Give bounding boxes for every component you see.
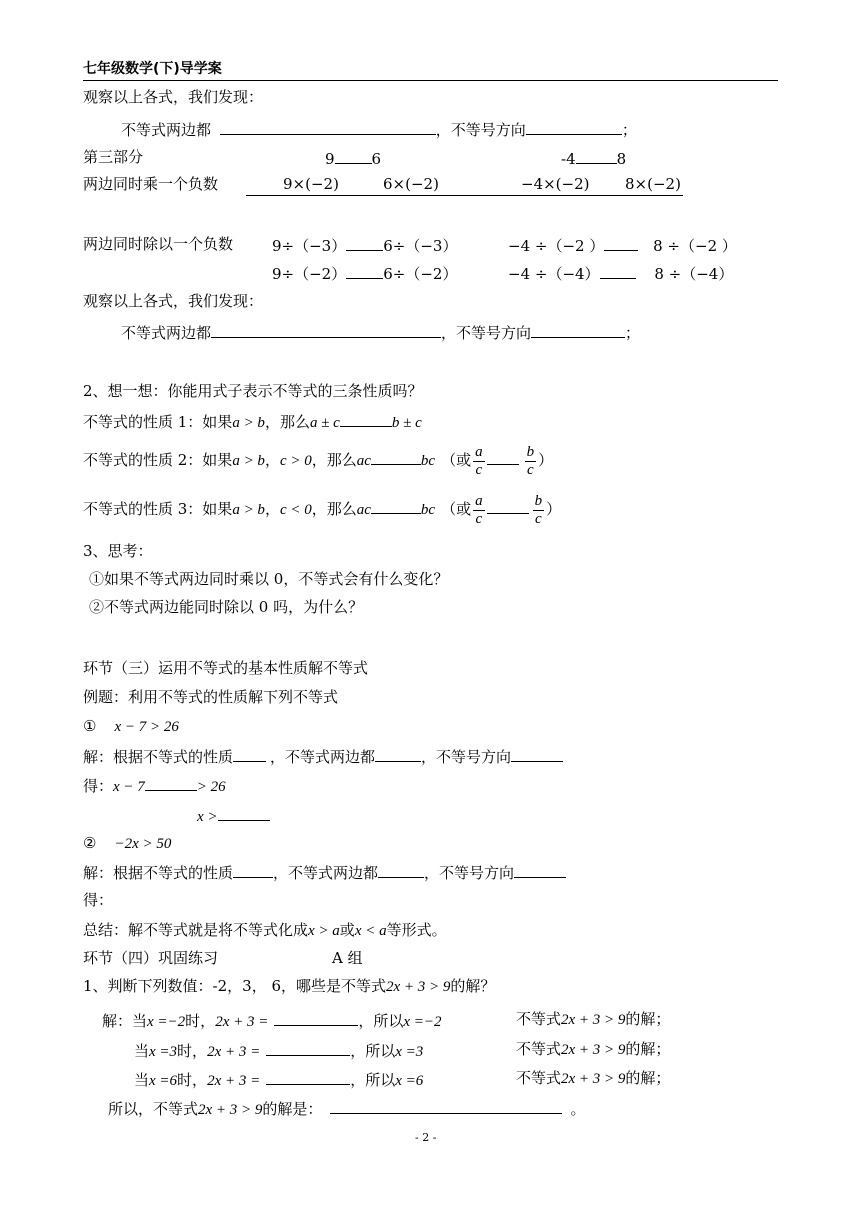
answer-blank[interactable] [371, 497, 421, 514]
exercise-1: 1、判断下列数值：-2，3， 6，哪些是不等式2x + 3 > 9的解？ [83, 977, 496, 995]
answer-blank[interactable] [233, 861, 273, 878]
answer-blank[interactable] [340, 410, 392, 427]
conclusion-line-1: 不等式两边都 ，不等号方向 ； [121, 118, 637, 140]
answer-blank[interactable] [487, 448, 519, 465]
observe-line-1: 观察以上各式，我们发现： [83, 88, 264, 106]
result-1: 得：x − 7 > 26 [83, 774, 226, 797]
answer-blank[interactable] [600, 262, 636, 279]
fraction-b-over-c: $\frac{b}{c}$ [534, 492, 543, 527]
exercise-row-2: 当x =3时，2x + 3 = ，所以x =3 [134, 1039, 423, 1062]
example-1: ① x − 7 > 26 [83, 717, 179, 735]
question-1: ①如果不等式两边同时乘以 0，不等式会有什么变化？ [89, 570, 449, 588]
divide-row-2b: −4 ÷（−4） 8 ÷（−4） [508, 262, 733, 284]
fraction-a-over-c: $\frac{a}{c}$ [475, 443, 483, 478]
answer-blank[interactable] [514, 861, 566, 878]
answer-blank[interactable] [346, 262, 383, 279]
observe-line-2: 观察以上各式，我们发现： [83, 292, 264, 310]
answer-blank[interactable] [604, 234, 638, 251]
section2-title: 2、想一想：你能用式子表示不等式的三条性质吗？ [83, 382, 423, 400]
exercise-row-3: 当x =6时，2x + 3 = ，所以x =6 [134, 1068, 423, 1091]
divide-row-1b: −4 ÷（−2 ） 8 ÷（−2 ） [508, 234, 737, 256]
property-3: 不等式的性质 3：如果a > b，c < 0，那么ac bc （或 $\frac{a}{c}$ $\frac{b}{c}$ ） [83, 492, 562, 527]
divide-negative-label: 两边同时除以一个负数 [83, 235, 234, 253]
answer-blank[interactable] [576, 147, 617, 164]
exercise-row-1-tail: 不等式2x + 3 > 9的解； [516, 1010, 671, 1028]
multiply-negative-label: 两边同时乘一个负数 [83, 175, 219, 193]
answer-blank[interactable] [378, 861, 424, 878]
exercise-conclusion: 所以，不等式2x + 3 > 9的解是： 。 [108, 1097, 585, 1120]
answer-blank[interactable] [330, 1097, 562, 1114]
answer-blank[interactable] [346, 234, 383, 251]
fraction-b-over-c: $\frac{b}{c}$ [526, 443, 535, 478]
answer-blank[interactable] [145, 774, 197, 791]
answer-blank[interactable] [233, 745, 266, 762]
answer-blank[interactable] [511, 745, 563, 762]
answer-blank[interactable] [526, 118, 622, 135]
answer-blank[interactable] [218, 804, 270, 821]
conclusion-line-2: 不等式两边都 ，不等号方向 ； [121, 321, 640, 343]
multiply-negative-row: 9×(−2) 6×(−2) −4×(−2) 8×(−2) [246, 174, 683, 196]
header-rule [83, 80, 778, 81]
example-2: ② −2x > 50 [83, 834, 172, 852]
property-1: 不等式的性质 1：如果a > b，那么a ± c b ± c [83, 410, 422, 433]
compare-neg4-8: -4 8 [561, 147, 626, 169]
result-2: 得： [83, 891, 114, 909]
answer-blank[interactable] [211, 321, 441, 338]
group-a-label: A 组 [332, 949, 363, 967]
step4-title: 环节（四）巩固练习 [83, 949, 219, 967]
answer-blank[interactable] [487, 497, 529, 514]
exercise-row-2-tail: 不等式2x + 3 > 9的解； [516, 1040, 671, 1058]
part3-label: 第三部分 [83, 148, 144, 166]
result-1-x: x > [197, 804, 270, 827]
answer-blank[interactable] [266, 1068, 350, 1085]
summary: 总结：解不等式就是将不等式化成x > a或x < a等形式。 [83, 921, 447, 939]
fraction-a-over-c: $\frac{a}{c}$ [475, 492, 483, 527]
property-2: 不等式的性质 2：如果a > b，c > 0，那么ac bc （或 $\frac{a}{c}$ $\frac{b}{c}$ ） [83, 443, 554, 478]
compare-9-6: 9 6 [325, 147, 381, 169]
section3-title: 3、思考： [83, 542, 153, 560]
answer-blank[interactable] [531, 321, 625, 338]
solution-2: 解：根据不等式的性质 ，不等式两边都 ，不等号方向 [83, 861, 566, 883]
answer-blank[interactable] [274, 1009, 358, 1026]
example-title: 例题：利用不等式的性质解下列不等式 [83, 688, 339, 706]
divide-row-2: 9÷（−2） 6÷（−2） [272, 262, 457, 284]
page-number: - 2 - [415, 1131, 437, 1144]
solution-1: 解：根据不等式的性质 ，不等式两边都 ，不等号方向 [83, 745, 563, 767]
divide-row-1: 9÷（−3） 6÷（−3） [272, 234, 457, 256]
answer-blank[interactable] [220, 118, 436, 135]
answer-blank[interactable] [371, 448, 421, 465]
answer-blank[interactable] [375, 745, 421, 762]
step3-title: 环节（三）运用不等式的基本性质解不等式 [83, 659, 369, 677]
exercise-row-1: 解：当x =−2时，2x + 3 = ，所以x =−2 [102, 1009, 442, 1032]
question-2: ②不等式两边能同时除以 0 吗，为什么？ [89, 598, 364, 616]
page-header: 七年级数学(下)导学案 [83, 61, 222, 77]
answer-blank[interactable] [335, 147, 372, 164]
exercise-row-3-tail: 不等式2x + 3 > 9的解； [516, 1069, 671, 1087]
answer-blank[interactable] [266, 1039, 350, 1056]
